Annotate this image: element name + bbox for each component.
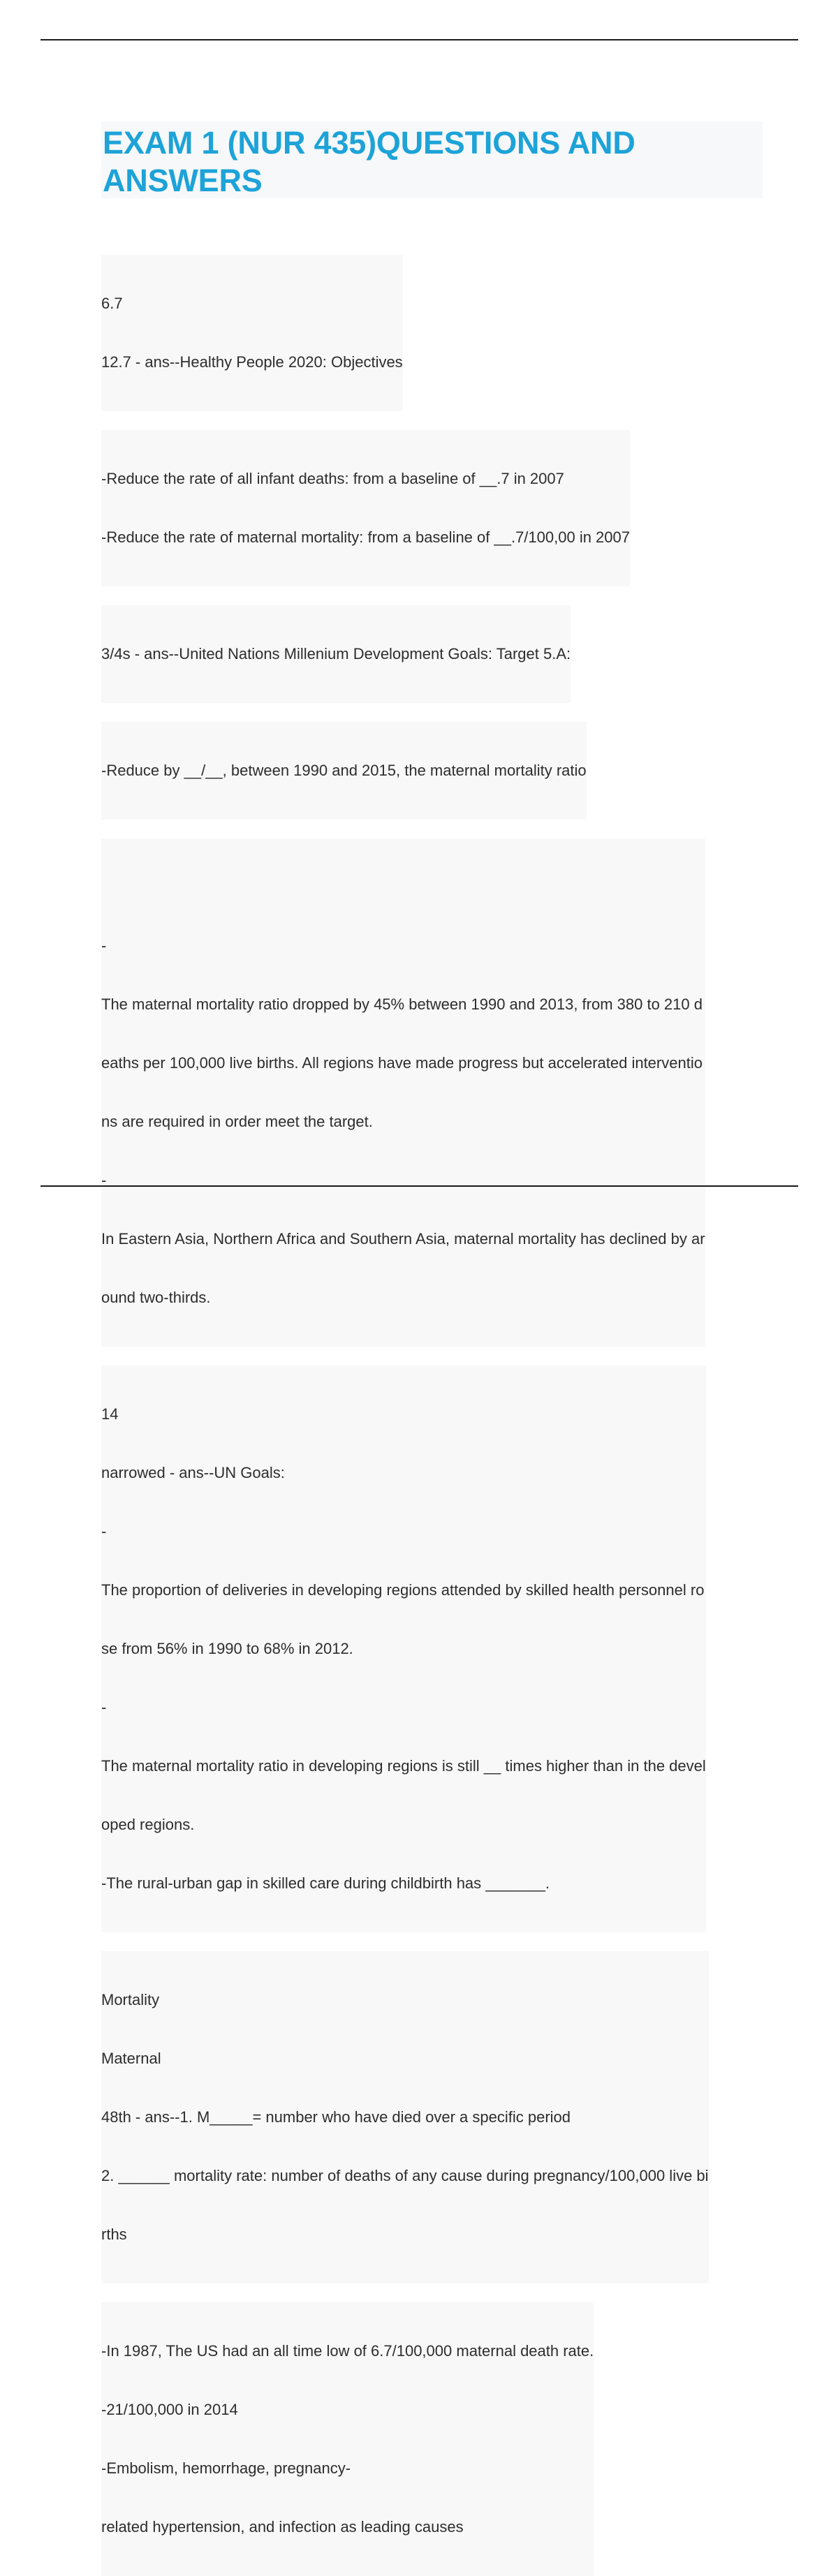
text-line: The maternal mortality ratio in developing regions is still __ times higher than in the devel	[101, 1757, 706, 1775]
text-line: related hypertension, and infection as leading causes	[101, 2518, 464, 2536]
text-line: The proportion of deliveries in developing regions attended by skilled health personnel ro	[101, 1581, 705, 1599]
document-title	[103, 124, 759, 200]
text-line: ound two-thirds.	[101, 1289, 211, 1306]
title-line: ANSWERS	[103, 163, 263, 198]
qa-block-un-goals-deliveries	[101, 1365, 706, 1932]
text-line: 3/4s - ans--United Nations Millenium Development Goals: Target 5.A:	[101, 645, 571, 662]
text-line: 2. ______ mortality rate: number of deaths of any cause during pregnancy/100,000 live bi	[101, 2167, 709, 2184]
title-line: EXAM 1 (NUR 435)QUESTIONS AND	[103, 125, 635, 161]
qa-block-mortality-progress	[101, 838, 705, 1347]
text-line: se from 56% in 1990 to 68% in 2012.	[101, 1640, 353, 1657]
text-line: 48th - ans--1. M_____= number who have died over a specific period	[101, 2108, 571, 2126]
text-line: oped regions.	[101, 1816, 195, 1833]
text-line: -The rural-urban gap in skilled care during childbirth has _______.	[101, 1874, 550, 1892]
qa-block-healthy-people	[101, 255, 403, 411]
text-line: -	[101, 1171, 107, 1189]
qa-block-mortality-definitions	[101, 1951, 709, 2283]
text-line: The maternal mortality ratio dropped by 45% between 1990 and 2013, from 380 to 210 d	[101, 995, 703, 1013]
document-body	[101, 255, 772, 2576]
text-line: -Reduce by __/__, between 1990 and 2015, the maternal mortality ratio	[101, 762, 587, 779]
header-rule	[41, 39, 798, 40]
text-line: -21/100,000 in 2014	[101, 2401, 238, 2418]
text-line: eaths per 100,000 live births. All regions have made progress but accelerated interventio	[101, 1054, 703, 1072]
text-line: -In 1987, The US had an all time low of 6.7/100,000 maternal death rate.	[101, 2342, 594, 2360]
text-line: -Reduce the rate of maternal mortality: from a baseline of __.7/100,00 in 2007	[101, 528, 630, 546]
text-line: rths	[101, 2226, 127, 2243]
text-line: -	[101, 1698, 107, 1716]
text-line: -	[101, 937, 107, 954]
text-line: In Eastern Asia, Northern Africa and Southern Asia, maternal mortality has declined by ar	[101, 1230, 705, 1248]
text-line: -Embolism, hemorrhage, pregnancy-	[101, 2459, 351, 2477]
qa-block-infant-maternal-rates	[101, 430, 630, 586]
text-line: Mortality	[101, 1991, 160, 2008]
text-line: 12.7 - ans--Healthy People 2020: Objectives	[101, 353, 403, 371]
qa-block-un-goals-target	[101, 605, 571, 703]
text-line: 6.7	[101, 295, 123, 312]
text-line: narrowed - ans--UN Goals:	[101, 1464, 285, 1481]
text-line: Maternal	[101, 2050, 161, 2067]
text-line: ns are required in order meet the target.	[101, 1113, 373, 1130]
text-line: 14	[101, 1405, 119, 1423]
text-line: -	[101, 1523, 107, 1540]
text-line: -Reduce the rate of all infant deaths: from a baseline of __.7 in 2007	[101, 470, 564, 487]
qa-block-us-maternal-death-rate	[101, 2302, 594, 2576]
qa-block-reduce-ratio	[101, 722, 587, 820]
text-line	[101, 878, 705, 897]
footer-rule	[41, 1185, 798, 1187]
